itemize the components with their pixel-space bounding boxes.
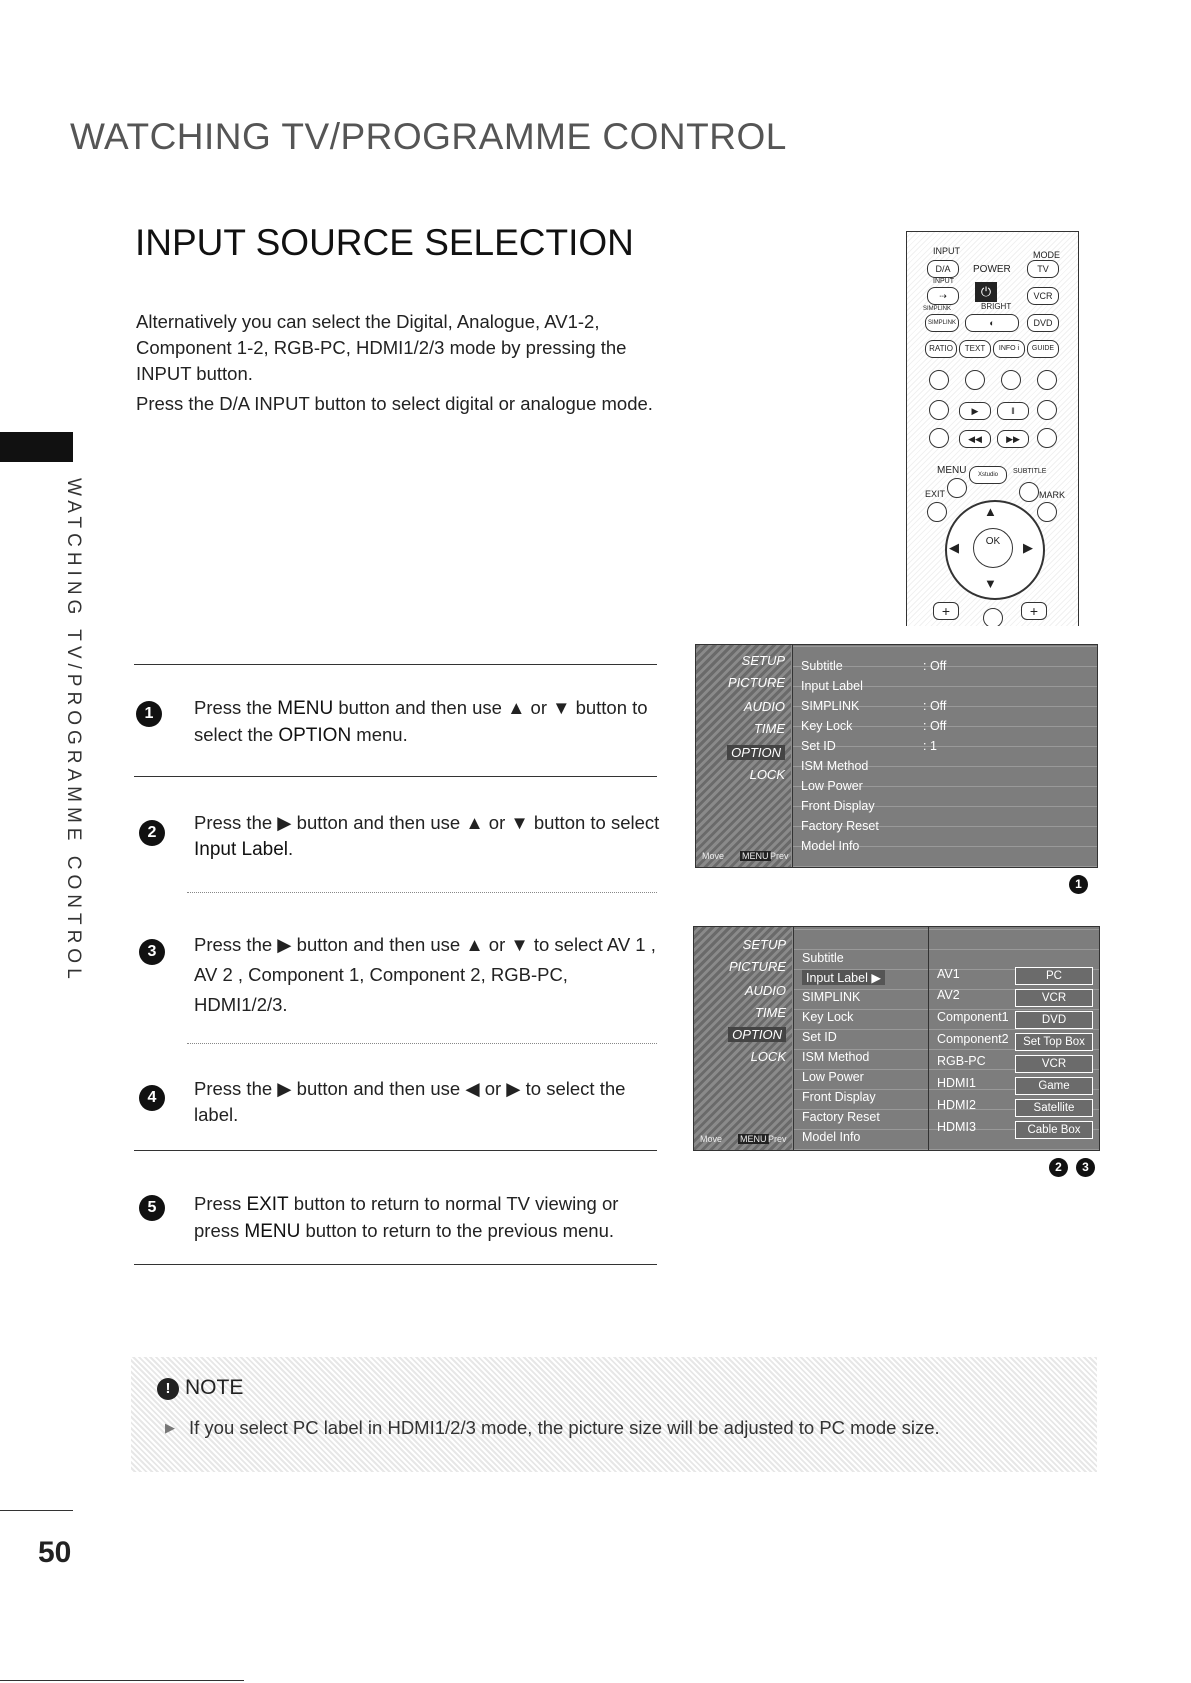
input-button[interactable]: ⇢ — [927, 287, 959, 305]
option-item-list — [792, 645, 1098, 867]
mark-label: MARK — [1039, 490, 1066, 500]
tab-lock[interactable]: LOCK — [749, 767, 785, 782]
key-lock-value: : Off — [923, 719, 947, 733]
page-number: 50 — [38, 1536, 72, 1569]
step-1-text: Press the MENU button and then use ▲ or ▼ button to select the OPTION menu. — [194, 697, 648, 746]
footer-move: Move — [702, 851, 725, 861]
source-av2: AV2 — [937, 988, 960, 1002]
divider — [134, 1150, 657, 1151]
menu-item-subtitle[interactable]: Subtitle — [802, 951, 844, 965]
subtitle-button[interactable] — [1019, 482, 1039, 502]
yellow-button[interactable] — [1001, 370, 1021, 390]
tab-lock[interactable]: LOCK — [750, 1049, 786, 1064]
forward-button[interactable]: ▶▶ — [997, 430, 1029, 448]
step-4-text: Press the ▶ button and then use ◀ or ▶ to select the label. — [194, 1078, 626, 1125]
tab-picture[interactable]: PICTURE — [728, 959, 786, 974]
option-item-list — [793, 927, 928, 1150]
next-button[interactable] — [1037, 428, 1057, 448]
prev-button[interactable] — [929, 428, 949, 448]
source-hdmi2: HDMI2 — [937, 1098, 976, 1112]
simplink-label: SIMPLINK — [923, 306, 952, 312]
right-arrow-icon[interactable]: ▶ — [1023, 540, 1033, 555]
menu-item-input-label-text: Input Label — [806, 971, 868, 985]
menu-item-set-id[interactable]: Set ID — [802, 1030, 837, 1044]
source-component2: Component2 — [937, 1032, 1009, 1046]
blue-button[interactable] — [1037, 370, 1057, 390]
tv-button[interactable]: TV — [1027, 260, 1059, 278]
page-number-rule — [0, 1510, 73, 1511]
label-av2[interactable]: VCR — [1015, 989, 1093, 1007]
mode-label: MODE — [1033, 250, 1060, 260]
figure-label-1: 1 — [1069, 875, 1088, 894]
subtitle-label: SUBTITLE — [1013, 468, 1047, 475]
menu-item-ism-method[interactable]: ISM Method — [801, 759, 869, 773]
tab-setup[interactable]: SETUP — [742, 937, 786, 952]
menu-item-front-display[interactable]: Front Display — [802, 1090, 876, 1104]
pause-button[interactable]: ‖ — [997, 402, 1029, 420]
stop-button[interactable] — [929, 400, 949, 420]
divider — [134, 664, 657, 665]
guide-button[interactable]: GUIDE — [1027, 340, 1059, 358]
menu-item-model-info[interactable]: Model Info — [802, 1130, 861, 1144]
set-id-value: : 1 — [923, 739, 937, 753]
menu-item-subtitle[interactable]: Subtitle — [801, 659, 843, 673]
step-4-number: 4 — [139, 1085, 165, 1111]
menu-item-front-display[interactable]: Front Display — [801, 799, 875, 813]
tab-option[interactable]: OPTION — [728, 1027, 786, 1042]
left-arrow-icon[interactable]: ◀ — [949, 540, 959, 555]
menu-item-input-label[interactable]: Input Label ▶ — [802, 970, 885, 985]
intro-paragraph-1: Alternatively you can select the Digital, Analogue, AV1-2, Component 1-2, RGB-PC, HDMI1/2/3 mode by pressing the INPUT button. — [136, 311, 627, 384]
footer-move: Move — [700, 1134, 723, 1144]
down-arrow-icon[interactable]: ▼ — [984, 576, 997, 591]
note-text: If you select PC label in HDMI1/2/3 mode, the picture size will be adjusted to PC mode size. — [189, 1417, 940, 1438]
footer-prev: Prev — [770, 851, 789, 861]
dotted-divider — [187, 1043, 657, 1044]
bright-label: BRIGHT — [981, 302, 1012, 311]
dotted-divider — [187, 892, 657, 893]
menu-item-low-power[interactable]: Low Power — [801, 779, 863, 793]
dvd-button[interactable]: DVD — [1027, 314, 1059, 332]
input-label: INPUT — [933, 246, 960, 256]
step-1-number: 1 — [136, 701, 162, 727]
step-5-number: 5 — [139, 1195, 165, 1221]
label-component1[interactable]: DVD — [1015, 1011, 1093, 1029]
green-button[interactable] — [965, 370, 985, 390]
menu-tab-column — [694, 927, 792, 1150]
rewind-button[interactable]: ◀◀ — [959, 430, 991, 448]
play-button[interactable]: ▶ — [959, 402, 991, 420]
figure-label-2: 2 — [1049, 1158, 1068, 1177]
tab-audio[interactable]: AUDIO — [744, 983, 786, 998]
step-2-number: 2 — [139, 820, 165, 846]
exit-button[interactable] — [927, 502, 947, 522]
menu-item-factory-reset[interactable]: Factory Reset — [802, 1110, 880, 1124]
label-av1[interactable]: PC — [1015, 967, 1093, 985]
power-label: POWER — [973, 264, 1011, 275]
ok-button[interactable] — [973, 528, 1013, 568]
menu-item-model-info[interactable]: Model Info — [801, 839, 860, 853]
step-3-text: Press the ▶ button and then use ▲ or ▼ to select AV 1 , AV 2 , Component 1, Component 2, RGB-PC, HDMI1/2/3. — [194, 934, 656, 1015]
source-hdmi3: HDMI3 — [937, 1120, 976, 1134]
input-label-2: INPUT — [933, 278, 954, 285]
tab-audio[interactable]: AUDIO — [743, 699, 785, 714]
simplink-button[interactable]: SIMPLINK — [925, 314, 959, 332]
footer-prev: Prev — [768, 1134, 787, 1144]
label-rgb-pc[interactable]: VCR — [1015, 1055, 1093, 1073]
page-title: WATCHING TV/PROGRAMME CONTROL — [70, 116, 787, 157]
side-tab-label: WATCHING TV/PROGRAMME CONTROL — [63, 478, 84, 984]
power-icon[interactable]: ⏻ — [975, 282, 997, 302]
xstudio-button[interactable]: Xstudio — [969, 466, 1007, 484]
menu-item-low-power[interactable]: Low Power — [802, 1070, 864, 1084]
source-av1: AV1 — [937, 967, 960, 981]
remote-control-illustration — [906, 231, 1079, 626]
section-title: INPUT SOURCE SELECTION — [135, 222, 634, 263]
tab-picture[interactable]: PICTURE — [727, 675, 785, 690]
menu-item-ism-method[interactable]: ISM Method — [802, 1050, 870, 1064]
footer-menu: MENU — [740, 1134, 767, 1144]
menu-item-factory-reset[interactable]: Factory Reset — [801, 819, 879, 833]
volume-up-button[interactable]: + — [933, 602, 959, 620]
red-button[interactable] — [929, 370, 949, 390]
vcr-button[interactable]: VCR — [1027, 287, 1059, 305]
label-hdmi3[interactable]: Cable Box — [1015, 1121, 1093, 1139]
ok-label: OK — [985, 536, 1001, 547]
menu-item-input-label[interactable]: Input Label — [801, 679, 863, 693]
menu-item-key-lock[interactable]: Key Lock — [802, 1010, 854, 1024]
input-label-panel — [928, 927, 1100, 1150]
menu-item-simplink[interactable]: SIMPLINK — [802, 990, 861, 1004]
intro-paragraph-2: Press the D/A INPUT button to select digital or analogue mode. — [136, 393, 653, 414]
note-icon: ! — [157, 1378, 179, 1400]
tab-setup[interactable]: SETUP — [741, 653, 785, 668]
label-hdmi2[interactable]: Satellite — [1015, 1099, 1093, 1117]
exit-label: EXIT — [925, 489, 946, 499]
menu-tab-column — [696, 645, 791, 867]
menu-item-simplink[interactable]: SIMPLINK — [801, 699, 860, 713]
brightness-button[interactable]: ◐ — [965, 314, 1019, 332]
source-hdmi1: HDMI1 — [937, 1076, 976, 1090]
menu-label: MENU — [937, 465, 967, 476]
tab-option[interactable]: OPTION — [727, 745, 785, 760]
menu-item-key-lock[interactable]: Key Lock — [801, 719, 853, 733]
label-hdmi1[interactable]: Game — [1015, 1077, 1093, 1095]
menu-item-set-id[interactable]: Set ID — [801, 739, 836, 753]
step-5-text: Press EXIT button to return to normal TV viewing or press MENU button to return to the previous menu. — [194, 1193, 619, 1242]
mark-button[interactable] — [1037, 502, 1057, 522]
osd-menu-option — [695, 644, 1098, 868]
figure-label-3: 3 — [1076, 1158, 1095, 1177]
source-rgb-pc: RGB-PC — [937, 1054, 986, 1068]
divider — [134, 1264, 657, 1265]
tab-time[interactable]: TIME — [753, 721, 785, 736]
note-heading: NOTE — [185, 1376, 244, 1399]
bottom-rule — [0, 1680, 244, 1681]
text-button[interactable]: TEXT — [959, 340, 991, 358]
side-tab-marker — [0, 432, 73, 462]
tab-time[interactable]: TIME — [754, 1005, 786, 1020]
simplink-value: : Off — [923, 699, 947, 713]
mute-button[interactable] — [983, 608, 1003, 626]
ratio-button[interactable]: RATIO — [925, 340, 957, 358]
channel-up-button[interactable]: + — [1021, 602, 1047, 620]
source-component1: Component1 — [937, 1010, 1009, 1024]
up-arrow-icon[interactable]: ▲ — [984, 504, 997, 519]
menu-button[interactable] — [947, 478, 967, 498]
note-box — [131, 1357, 1097, 1472]
step-2-text: Press the ▶ button and then use ▲ or ▼ button to select Input Label. — [194, 812, 660, 860]
footer-menu: MENU — [742, 851, 769, 861]
info-button[interactable]: INFO i — [993, 340, 1025, 358]
da-input-button[interactable]: D/A — [927, 260, 959, 278]
subtitle-value: : Off — [923, 659, 947, 673]
record-button[interactable] — [1037, 400, 1057, 420]
osd-menu-input-label — [693, 926, 1100, 1151]
divider — [134, 776, 657, 777]
label-component2[interactable]: Set Top Box — [1015, 1033, 1093, 1051]
step-3-number: 3 — [139, 939, 165, 965]
note-bullet-icon: ▶ — [165, 1420, 175, 1435]
